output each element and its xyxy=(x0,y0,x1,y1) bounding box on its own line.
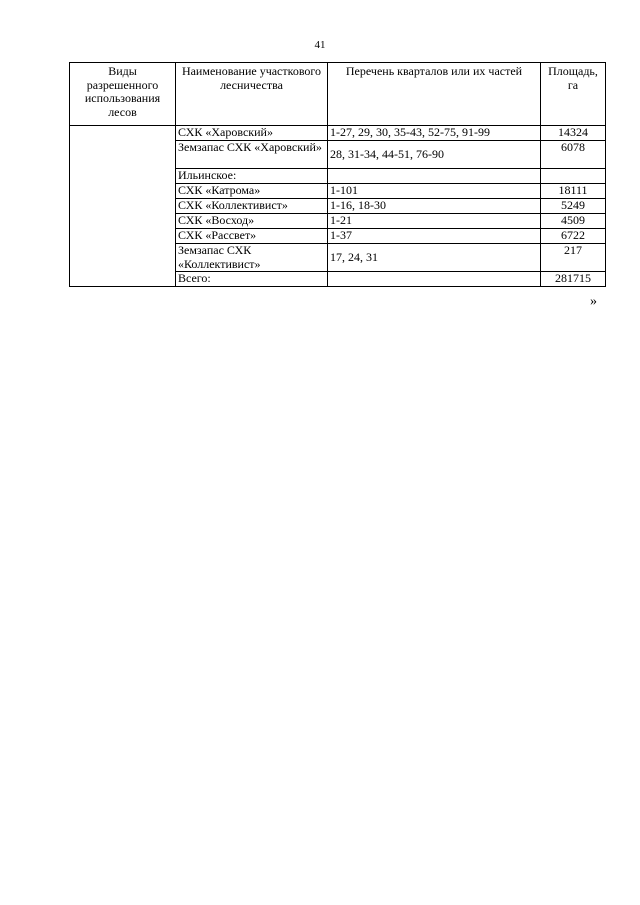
cell-forestry-name: СХК «Рассвет» xyxy=(176,229,328,244)
header-use-type: Виды разрешенного использования лесов xyxy=(70,63,176,126)
cell-area: 4509 xyxy=(541,214,606,229)
header-forestry-name: Наименование участкового лесничества xyxy=(176,63,328,126)
cell-forestry-name: СХК «Харовский» xyxy=(176,126,328,141)
cell-quarters: 1-16, 18-30 xyxy=(328,199,541,214)
header-quarters: Перечень кварталов или их частей xyxy=(328,63,541,126)
cell-area: 6078 xyxy=(541,141,606,169)
cell-area: 5249 xyxy=(541,199,606,214)
cell-quarters: 1-21 xyxy=(328,214,541,229)
cell-quarters xyxy=(328,272,541,287)
cell-area: 14324 xyxy=(541,126,606,141)
cell-quarters xyxy=(328,169,541,184)
table-header-row xyxy=(70,63,606,126)
cell-area xyxy=(541,169,606,184)
cell-forestry-name: Земзапас СХК «Харовский» xyxy=(176,141,328,169)
cell-quarters: 17, 24, 31 xyxy=(328,244,541,272)
cell-area: 217 xyxy=(541,244,606,272)
cell-forestry-name: СХК «Катрома» xyxy=(176,184,328,199)
cell-forestry-name: Земзапас СХК «Коллективист» xyxy=(176,244,328,272)
cell-quarters: 1-101 xyxy=(328,184,541,199)
cell-total-area: 281715 xyxy=(541,272,606,287)
cell-area: 6722 xyxy=(541,229,606,244)
cell-area: 18111 xyxy=(541,184,606,199)
cell-use-type xyxy=(70,126,176,287)
cell-forestry-name: Ильинское: xyxy=(176,169,328,184)
forest-use-table xyxy=(69,62,606,287)
closing-quote-mark: » xyxy=(590,294,597,309)
cell-forestry-name: СХК «Коллективист» xyxy=(176,199,328,214)
table-row xyxy=(70,126,606,141)
cell-total-label: Всего: xyxy=(176,272,328,287)
cell-forestry-name: СХК «Восход» xyxy=(176,214,328,229)
cell-quarters: 1-27, 29, 30, 35-43, 52-75, 91-99 xyxy=(328,126,541,141)
cell-quarters: 28, 31-34, 44-51, 76-90 xyxy=(328,141,541,169)
page-number: 41 xyxy=(314,39,326,51)
cell-quarters: 1-37 xyxy=(328,229,541,244)
header-area: Площадь, га xyxy=(541,63,606,126)
